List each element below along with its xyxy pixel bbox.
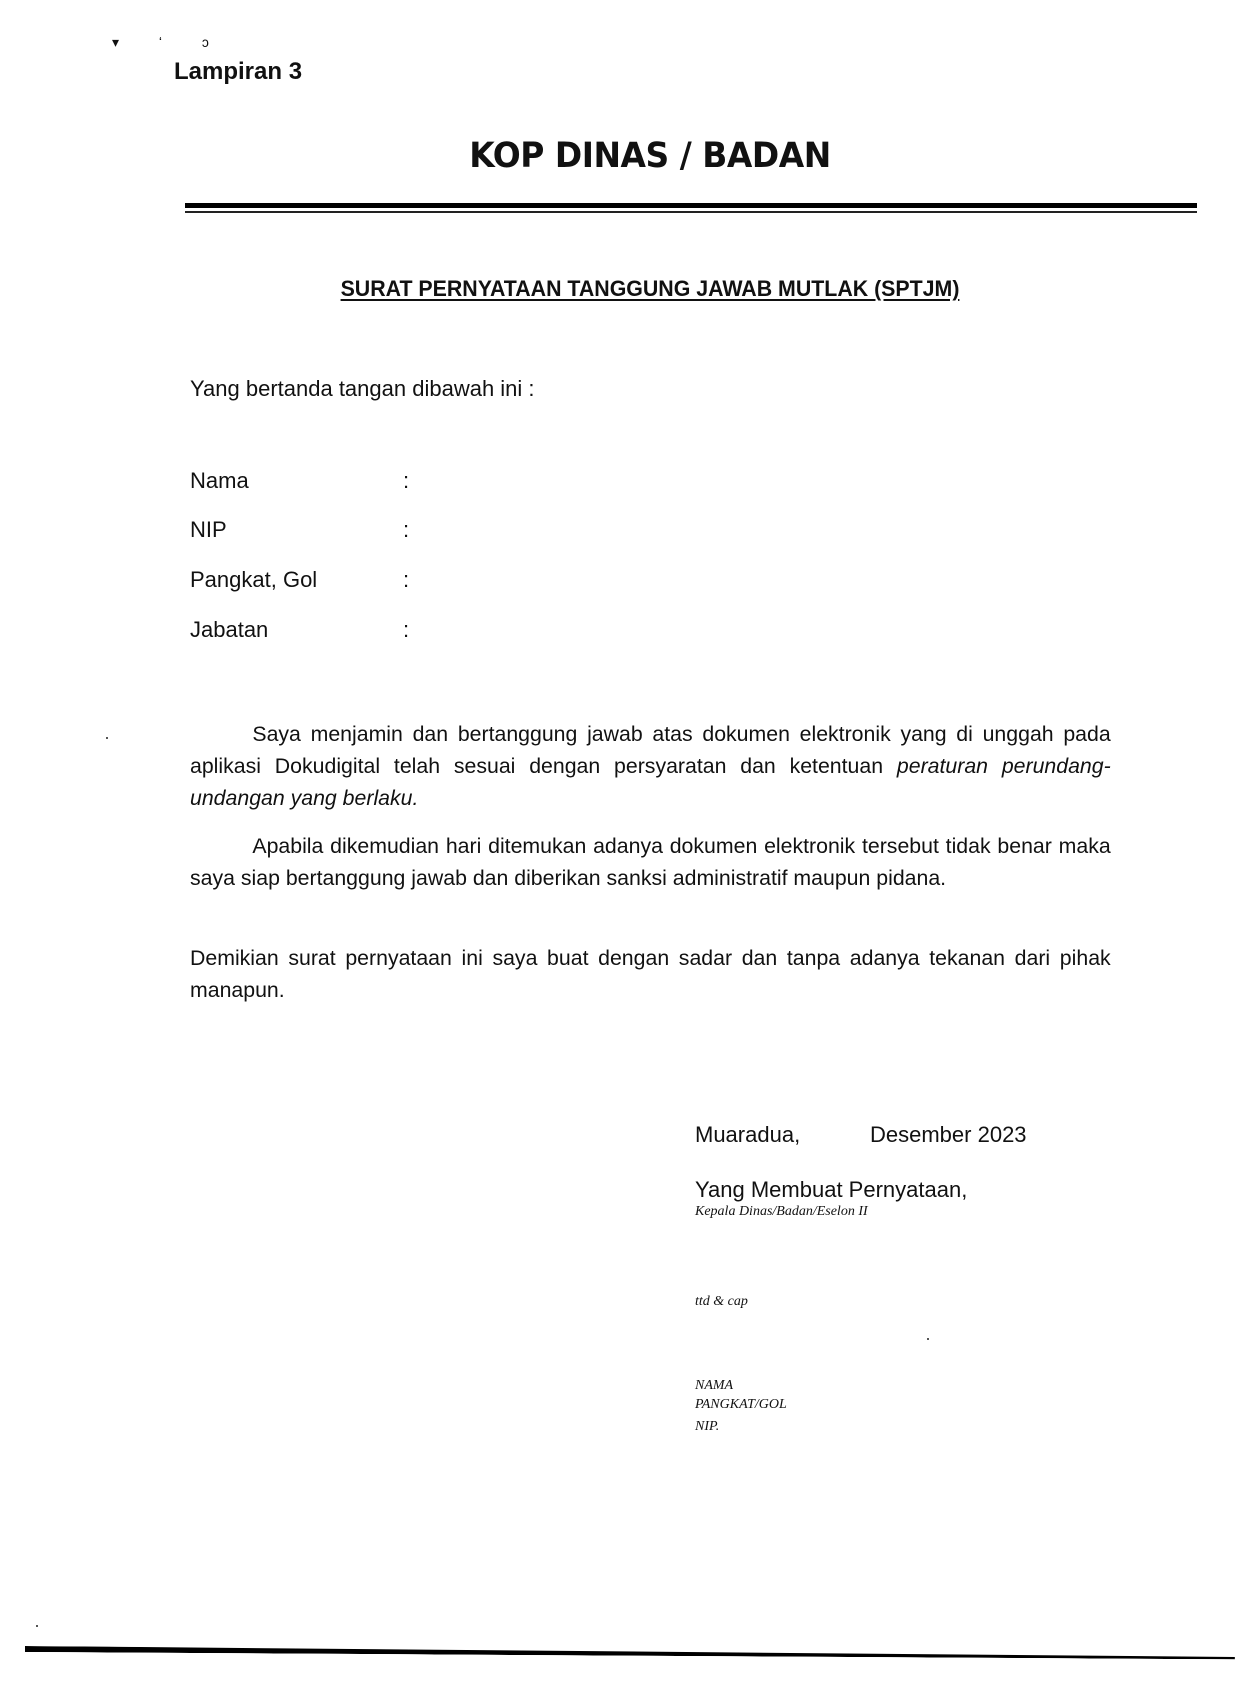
field-jabatan	[190, 617, 590, 643]
paragraph-closing: Demikian surat pernyataan ini saya buat dengan sadar dan tanpa adanya tekanan dari pihak manapun.	[190, 946, 1111, 1002]
paragraph-liability: Apabila dikemudian hari ditemukan adanya dokumen elektronik tersebut tidak benar maka saya siap bertanggung jawab dan diberikan sanksi administratif maupun pidana.	[190, 834, 1111, 890]
scan-speck	[106, 737, 108, 739]
signature-maker-label: Yang Membuat Pernyataan,	[695, 1177, 968, 1202]
signature-sign-note: ttd & cap	[695, 1294, 748, 1309]
paragraph-guarantee-italic: peraturan perundang-undangan yang berlaku.	[190, 754, 1111, 810]
field-label: Jabatan	[190, 617, 269, 642]
scan-speck	[36, 1625, 38, 1627]
signature-name-placeholder: NAMA	[695, 1378, 734, 1393]
signature-position: Kepala Dinas/Badan/Eselon II	[695, 1204, 868, 1219]
scan-speck	[927, 1338, 929, 1340]
signature-place: Muaradua,	[695, 1122, 801, 1147]
field-separator: :	[403, 468, 410, 493]
paragraph-guarantee	[190, 718, 1111, 814]
intro-text: Yang bertanda tangan dibawah ini :	[190, 376, 535, 401]
field-separator: :	[403, 517, 410, 542]
paragraph-guarantee-text: Saya menjamin dan bertanggung jawab atas dokumen elektronik yang di unggah pada aplikasi Dokudigital telah sesuai dengan persyaratan dan ketentuan	[190, 722, 1111, 778]
field-separator: :	[403, 617, 410, 642]
field-pangkat-gol	[190, 567, 590, 593]
letterhead-rule-thick	[185, 203, 1197, 208]
signature-nip-placeholder: NIP.	[695, 1419, 720, 1434]
field-label: Pangkat, Gol	[190, 567, 318, 592]
letterhead-title: KOP DINAS / BADAN	[469, 136, 831, 176]
signature-date: Desember 2023	[870, 1122, 1027, 1147]
attachment-label: Lampiran 3	[174, 58, 303, 85]
footer-rule	[25, 1646, 1235, 1659]
letterhead-rule-thin	[185, 211, 1197, 213]
signature-rank-placeholder: PANGKAT/GOL	[695, 1397, 787, 1412]
field-nip	[190, 517, 590, 543]
field-separator: :	[403, 567, 410, 592]
field-label: NIP	[190, 517, 227, 542]
field-nama	[190, 468, 590, 494]
document-title: SURAT PERNYATAAN TANGGUNG JAWAB MUTLAK (SPTJM)	[340, 276, 960, 301]
field-label: Nama	[190, 468, 249, 493]
scan-artifact-marks: ▾ ʻ ɔ	[112, 34, 227, 50]
